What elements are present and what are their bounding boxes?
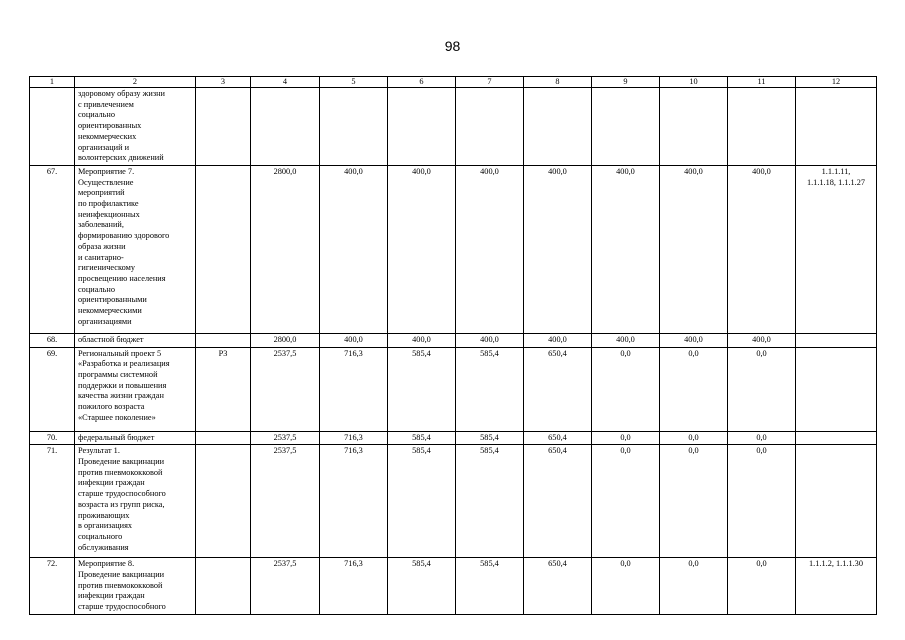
value-cell-text: 650,4 <box>548 432 567 442</box>
value-cell-text: 585,4 <box>412 446 431 456</box>
row-number-cell-text: 70. <box>46 432 58 442</box>
reference-cell-text: 1.1.1.2, 1.1.1.30 <box>809 559 863 569</box>
row-number-cell <box>30 347 75 431</box>
reference-cell <box>796 558 877 615</box>
value-cell-text: 2537,5 <box>273 559 297 569</box>
row-name-cell-text: Мероприятие 8. Проведение вакцинации против пневмококковой инфекции граждан старше трудоспособного <box>78 559 166 612</box>
table-row <box>30 445 877 558</box>
value-cell-text: 400,0 <box>480 334 499 344</box>
row-number-cell-text: 67. <box>46 166 58 176</box>
value-cell <box>251 165 320 333</box>
reference-cell <box>796 431 877 445</box>
column-header: 2 <box>75 77 196 88</box>
value-cell <box>456 445 524 558</box>
row-code-cell <box>196 431 251 445</box>
column-header: 8 <box>524 77 592 88</box>
value-cell-text: 585,4 <box>412 432 431 442</box>
value-cell-text: 650,4 <box>548 559 567 569</box>
value-cell-text: 2537,5 <box>273 432 297 442</box>
value-cell-text: 0,0 <box>688 348 699 358</box>
value-cell <box>592 558 660 615</box>
value-cell-text: 0,0 <box>756 559 767 569</box>
table-row <box>30 558 877 615</box>
value-cell-text: 400,0 <box>548 334 567 344</box>
value-cell-text: 400,0 <box>548 166 567 176</box>
value-cell <box>592 88 660 166</box>
column-header: 12 <box>796 77 877 88</box>
column-header: 6 <box>388 77 456 88</box>
value-cell <box>320 558 388 615</box>
column-header: 4 <box>251 77 320 88</box>
table-header-row <box>30 77 877 88</box>
column-header: 10 <box>660 77 728 88</box>
column-header: 1 <box>30 77 75 88</box>
value-cell <box>320 431 388 445</box>
row-number-cell-text: 71. <box>46 446 58 456</box>
value-cell-text: 0,0 <box>620 348 631 358</box>
value-cell <box>660 88 728 166</box>
value-cell <box>524 431 592 445</box>
value-cell-text: 0,0 <box>620 446 631 456</box>
reference-cell <box>796 165 877 333</box>
row-number-cell <box>30 558 75 615</box>
value-cell <box>524 445 592 558</box>
page-number: 98 <box>444 38 461 54</box>
row-name-cell-text: федеральный бюджет <box>78 432 155 442</box>
column-header: 3 <box>196 77 251 88</box>
value-cell <box>388 333 456 347</box>
value-cell-text: 585,4 <box>480 446 499 456</box>
value-cell-text: 716,3 <box>344 432 363 442</box>
value-cell-text: 0,0 <box>688 559 699 569</box>
value-cell <box>320 347 388 431</box>
value-cell-text: 2800,0 <box>273 334 297 344</box>
value-cell-text: 0,0 <box>688 432 699 442</box>
value-cell-text: 2800,0 <box>273 166 297 176</box>
value-cell <box>524 88 592 166</box>
value-cell-text: 585,4 <box>480 348 499 358</box>
value-cell-text: 0,0 <box>688 446 699 456</box>
value-cell <box>251 558 320 615</box>
value-cell <box>456 347 524 431</box>
row-number-cell <box>30 431 75 445</box>
value-cell-text: 400,0 <box>752 166 771 176</box>
value-cell-text: 400,0 <box>412 334 431 344</box>
value-cell <box>320 445 388 558</box>
value-cell-text: 0,0 <box>620 559 631 569</box>
value-cell-text: 585,4 <box>480 559 499 569</box>
value-cell-text: 400,0 <box>752 334 771 344</box>
value-cell-text: 585,4 <box>412 348 431 358</box>
value-cell <box>728 165 796 333</box>
value-cell-text: 400,0 <box>344 166 363 176</box>
value-cell <box>660 558 728 615</box>
row-code-cell <box>196 347 251 431</box>
value-cell-text: 400,0 <box>344 334 363 344</box>
value-cell-text: 716,3 <box>344 348 363 358</box>
column-header: 7 <box>456 77 524 88</box>
value-cell <box>728 431 796 445</box>
value-cell-text: 400,0 <box>412 166 431 176</box>
value-cell-text: 400,0 <box>684 334 703 344</box>
value-cell <box>388 558 456 615</box>
value-cell <box>456 558 524 615</box>
value-cell-text: 2537,5 <box>273 446 297 456</box>
value-cell <box>728 333 796 347</box>
value-cell-text: 650,4 <box>548 446 567 456</box>
table-row <box>30 347 877 431</box>
value-cell <box>524 333 592 347</box>
row-name-cell-text: Региональный проект 5 «Разработка и реализация программы системной поддержки и повышения качества жизни граждан пожилого возраста «Старшее поколение» <box>78 348 170 422</box>
value-cell <box>388 431 456 445</box>
value-cell <box>660 445 728 558</box>
value-cell <box>251 445 320 558</box>
value-cell <box>251 88 320 166</box>
row-code-cell <box>196 333 251 347</box>
value-cell <box>524 558 592 615</box>
row-number-cell <box>30 165 75 333</box>
value-cell-text: 716,3 <box>344 559 363 569</box>
value-cell <box>592 445 660 558</box>
value-cell <box>592 431 660 445</box>
reference-cell <box>796 347 877 431</box>
value-cell-text: 585,4 <box>412 559 431 569</box>
value-cell <box>592 333 660 347</box>
table-row <box>30 165 877 333</box>
value-cell <box>320 88 388 166</box>
row-number-cell-text: 72. <box>46 559 58 569</box>
row-name-cell <box>75 558 196 615</box>
value-cell <box>660 333 728 347</box>
value-cell <box>456 88 524 166</box>
value-cell <box>251 347 320 431</box>
row-name-cell <box>75 347 196 431</box>
value-cell-text: 400,0 <box>480 166 499 176</box>
reference-cell-text: 1.1.1.11, 1.1.1.18, 1.1.1.27 <box>806 166 866 187</box>
value-cell <box>728 445 796 558</box>
value-cell-text: 0,0 <box>756 446 767 456</box>
value-cell-text: 2537,5 <box>273 348 297 358</box>
row-code-cell-text: P3 <box>218 348 228 358</box>
row-code-cell <box>196 88 251 166</box>
value-cell <box>456 333 524 347</box>
value-cell <box>592 165 660 333</box>
value-cell <box>660 431 728 445</box>
value-cell <box>388 347 456 431</box>
row-code-cell <box>196 445 251 558</box>
row-number-cell <box>30 88 75 166</box>
value-cell <box>728 88 796 166</box>
row-code-cell <box>196 558 251 615</box>
value-cell <box>592 347 660 431</box>
value-cell <box>251 431 320 445</box>
reference-cell <box>796 88 877 166</box>
column-header: 5 <box>320 77 388 88</box>
value-cell <box>456 431 524 445</box>
value-cell-text: 650,4 <box>548 348 567 358</box>
budget-table <box>29 76 877 615</box>
table-row <box>30 333 877 347</box>
row-number-cell <box>30 333 75 347</box>
value-cell <box>524 165 592 333</box>
row-name-cell-text: Результат 1. Проведение вакцинации против пневмококковой инфекции граждан старше трудоспособного возраста из групп риска, проживающих в организациях социального обслуживания <box>78 446 166 552</box>
value-cell-text: 400,0 <box>616 166 635 176</box>
table-row <box>30 88 877 166</box>
value-cell-text: 0,0 <box>756 348 767 358</box>
value-cell-text: 716,3 <box>344 446 363 456</box>
value-cell-text: 400,0 <box>684 166 703 176</box>
row-number-cell-text: 68. <box>46 334 58 344</box>
row-number-cell-text: 69. <box>46 348 58 358</box>
row-name-cell-text: Мероприятие 7. Осуществление мероприятий по профилактике неинфекционных заболеваний, формированию здорового образа жизни и санитарно- гигиеническому просвещению населения социально ориентированными некоммерческими организациями <box>78 166 170 326</box>
table-body <box>30 88 877 615</box>
row-name-cell <box>75 88 196 166</box>
row-name-cell <box>75 333 196 347</box>
value-cell-text: 585,4 <box>480 432 499 442</box>
value-cell <box>388 165 456 333</box>
value-cell <box>524 347 592 431</box>
value-cell <box>728 347 796 431</box>
row-name-cell-text: здоровому образу жизни с привлечением социально ориентированных некоммерческих организаций и волонтерских движений <box>78 89 165 163</box>
value-cell-text: 0,0 <box>620 432 631 442</box>
value-cell <box>728 558 796 615</box>
value-cell-text: 400,0 <box>616 334 635 344</box>
value-cell-text: 0,0 <box>756 432 767 442</box>
value-cell <box>320 165 388 333</box>
table-row <box>30 431 877 445</box>
column-header: 11 <box>728 77 796 88</box>
value-cell <box>660 347 728 431</box>
value-cell <box>320 333 388 347</box>
reference-cell <box>796 445 877 558</box>
value-cell <box>251 333 320 347</box>
value-cell <box>660 165 728 333</box>
row-name-cell <box>75 445 196 558</box>
column-header: 9 <box>592 77 660 88</box>
row-code-cell <box>196 165 251 333</box>
value-cell <box>388 445 456 558</box>
value-cell <box>456 165 524 333</box>
row-name-cell <box>75 431 196 445</box>
row-name-cell-text: областной бюджет <box>78 334 144 344</box>
row-number-cell <box>30 445 75 558</box>
value-cell <box>388 88 456 166</box>
row-name-cell <box>75 165 196 333</box>
reference-cell <box>796 333 877 347</box>
